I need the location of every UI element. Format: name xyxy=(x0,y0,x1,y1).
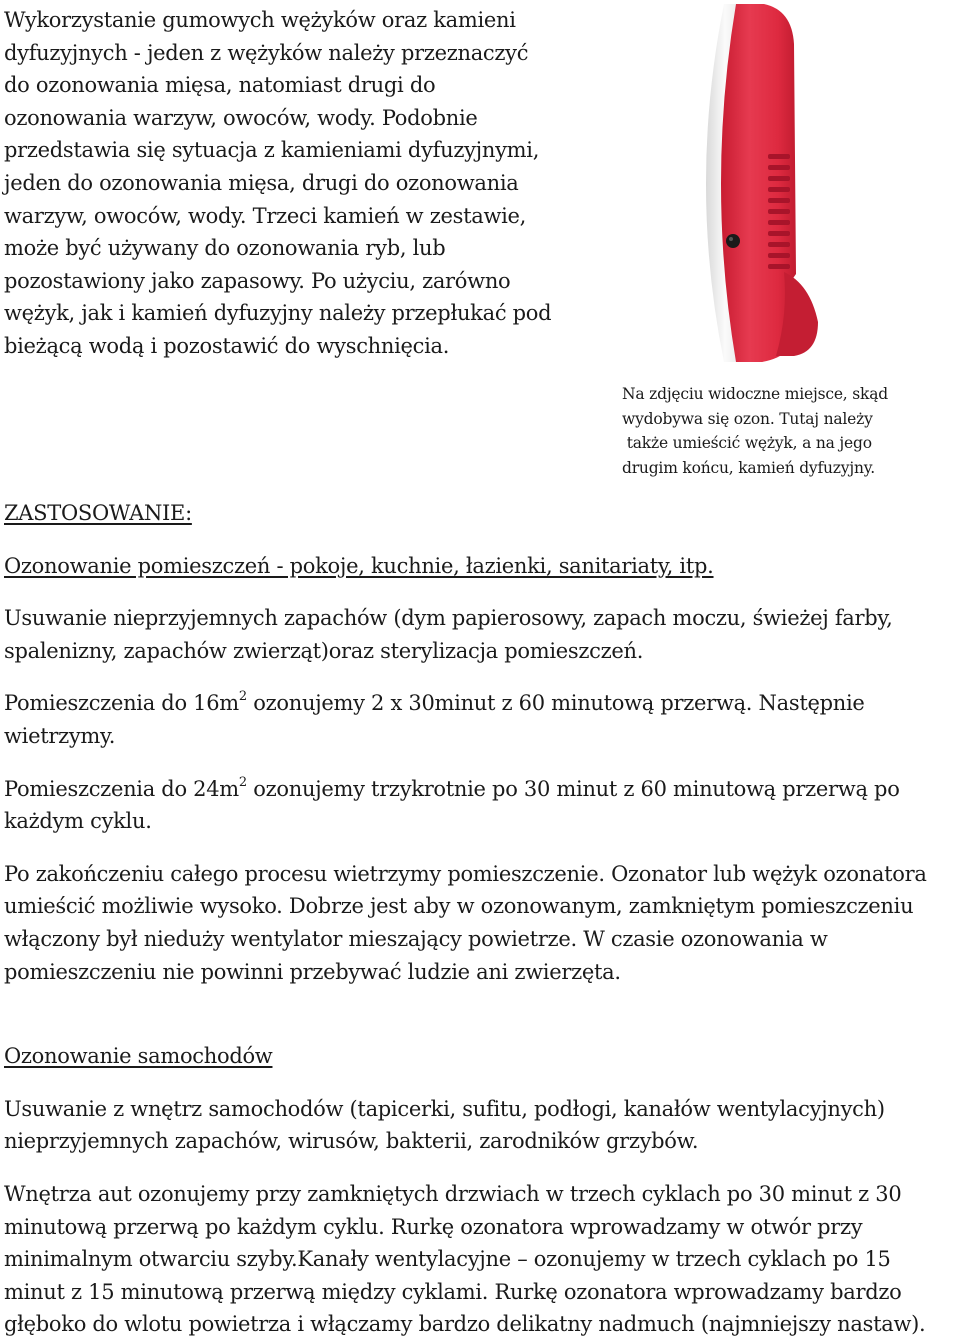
intro-line: ozonowania warzyw, owoców, wody. Podobnie xyxy=(4,105,478,130)
intro-paragraph xyxy=(4,4,564,363)
caption-line: także umieścić wężyk, a na jego xyxy=(622,434,872,452)
intro-line: bieżącą wodą i pozostawić do wyschnięcia. xyxy=(4,333,450,358)
ozonator-device-illustration xyxy=(684,4,934,366)
caption-line: Na zdjęciu widoczne miejsce, skąd xyxy=(622,385,888,403)
intro-line: jeden do ozonowania mięsa, drugi do ozonowania xyxy=(4,170,519,195)
caption-line: wydobywa się ozon. Tutaj należy xyxy=(622,409,873,428)
intro-line: dyfuzyjnych - jeden z wężyków należy przeznaczyć xyxy=(4,40,529,65)
intro-line: do ozonowania mięsa, natomiast drugi do xyxy=(4,73,436,98)
superscript: 2 xyxy=(238,774,247,790)
superscript: 2 xyxy=(238,689,247,705)
subheading-cars: Ozonowanie samochodów xyxy=(4,1044,273,1069)
rooms-paragraph-16m2 xyxy=(4,687,956,752)
ozone-outlet-hole xyxy=(726,234,740,248)
usage-section xyxy=(4,497,956,1341)
ozonator-device-photo xyxy=(684,4,934,366)
intro-line: wężyk, jak i kamień dyfuzyjny należy przepłukać pod xyxy=(4,301,552,326)
text-part: Pomieszczenia do 24m xyxy=(4,776,239,801)
rooms-paragraph-after: Po zakończeniu całego procesu wietrzymy pomieszczenie. Ozonator lub wężyk ozonatora umieścić możliwie wysoko. Dobrze jest aby w ozonowanym, zamkniętym pomieszczeniu włączony był nieduży wentylator mieszający powietrze. W czasie ozonowania w pomieszczeniu nie powinni przebywać ludzie ani zwierzęta. xyxy=(4,861,927,984)
intro-line: przedstawia się sytuacja z kamieniami dyfuzyjnymi, xyxy=(4,138,540,163)
rooms-paragraph-24m2 xyxy=(4,773,956,838)
rooms-paragraph-odors: Usuwanie nieprzyjemnych zapachów (dym papierosowy, zapach moczu, świeżej farby, spalenizny, zapachów zwierząt)oraz sterylizacja pomieszczeń. xyxy=(4,606,893,663)
intro-line: pozostawiony jako zapasowy. Po użyciu, zarówno xyxy=(4,268,511,293)
cars-paragraph-odors: Usuwanie z wnętrz samochodów (tapicerki, sufitu, podłogi, kanałów wentylacyjnych) nieprzyjemnych zapachów, wirusów, bakterii, zarodników grzybów. xyxy=(4,1096,885,1154)
text-part: ozonujemy trzykrotnie po 30 minut z 60 minutową przerwą po każdym cyklu. xyxy=(4,776,900,834)
intro-line: Wykorzystanie gumowych wężyków oraz kamieni xyxy=(4,8,516,32)
section-heading-zastosowanie: ZASTOSOWANIE: xyxy=(4,501,192,525)
intro-line: warzyw, owoców, wody. Trzeci kamień w zestawie, xyxy=(4,203,527,228)
text-part: Pomieszczenia do 16m xyxy=(4,691,239,716)
photo-caption xyxy=(622,382,922,480)
caption-line: drugim końcu, kamień dyfuzyjny. xyxy=(622,458,875,477)
intro-line: może być używany do ozonowania ryb, lub xyxy=(4,236,446,261)
cars-paragraph-procedure: Wnętrza aut ozonujemy przy zamkniętych drzwiach w trzech cyklach po 30 minut z 30 minutową przerwą po każdym cyklu. Rurkę ozonatora wprowadzamy w otwór przy minimalnym otwarciu szyby.Kanały wentylacyjne – ozonujemy w trzech cyklach po 15 minut z 15 minutową przerwą między cyklami. Rurkę ozonatora wprowadzamy bardzo głęboko do wlotu powietrza i włączamy bardzo delikatny nadmuch (najmniejszy nastaw). xyxy=(4,1181,926,1337)
text-part: ozonujemy 2 x 30minut z 60 minutową przerwą. Następnie wietrzymy. xyxy=(4,691,865,748)
subheading-rooms: Ozonowanie pomieszczeń - pokoje, kuchnie, łazienki, sanitariaty, itp. xyxy=(4,553,714,578)
